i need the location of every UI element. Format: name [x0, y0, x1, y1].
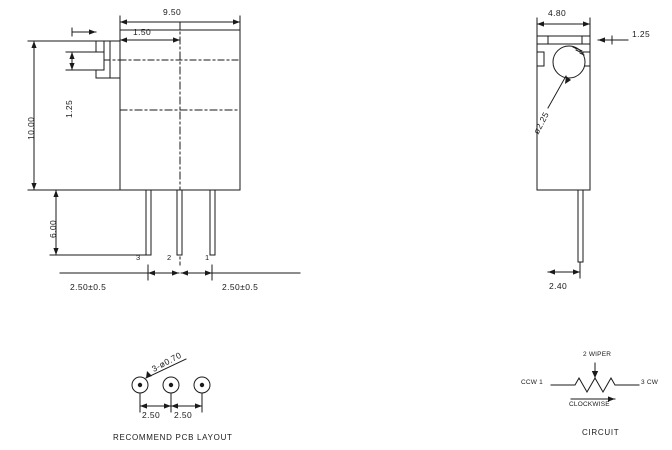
dim-side-pin-offset: 2.40: [549, 281, 568, 291]
dim-front-top-offset-width: 1.50: [133, 27, 152, 37]
dim-pcb-pitch-left: 2.50: [142, 410, 161, 420]
pin-label-1: 1: [205, 253, 210, 262]
dim-pcb-pitch-right: 2.50: [174, 410, 193, 420]
dim-front-overall-width: 9.50: [163, 7, 182, 17]
pin-label-3: 3: [136, 253, 141, 262]
dim-screw-diameter: ø2.25: [531, 110, 551, 136]
circuit-label-ccw: CCW 1: [521, 379, 543, 386]
caption-pcb-layout: RECOMMEND PCB LAYOUT: [113, 433, 233, 442]
note-pcb-hole-size: 3-ø0.70: [150, 349, 184, 374]
dim-front-overall-height: 10.00: [26, 116, 36, 140]
dim-side-screw-offset: 1.25: [632, 29, 651, 39]
dim-pin-pitch-right: 2.50±0.5: [222, 282, 259, 292]
pin-label-2: 2: [167, 253, 172, 262]
circuit-label-cw: 3 CW: [641, 379, 659, 386]
dim-front-tab-height: 1.25: [64, 99, 74, 118]
caption-circuit: CIRCUIT: [582, 428, 620, 437]
dim-side-overall-width: 4.80: [548, 8, 567, 18]
circuit-label-rotation: CLOCKWISE: [569, 401, 610, 408]
circuit-label-wiper: 2 WIPER: [583, 351, 612, 358]
dim-pin-pitch-left: 2.50±0.5: [70, 282, 107, 292]
dim-front-pin-length: 6.00: [48, 219, 58, 238]
